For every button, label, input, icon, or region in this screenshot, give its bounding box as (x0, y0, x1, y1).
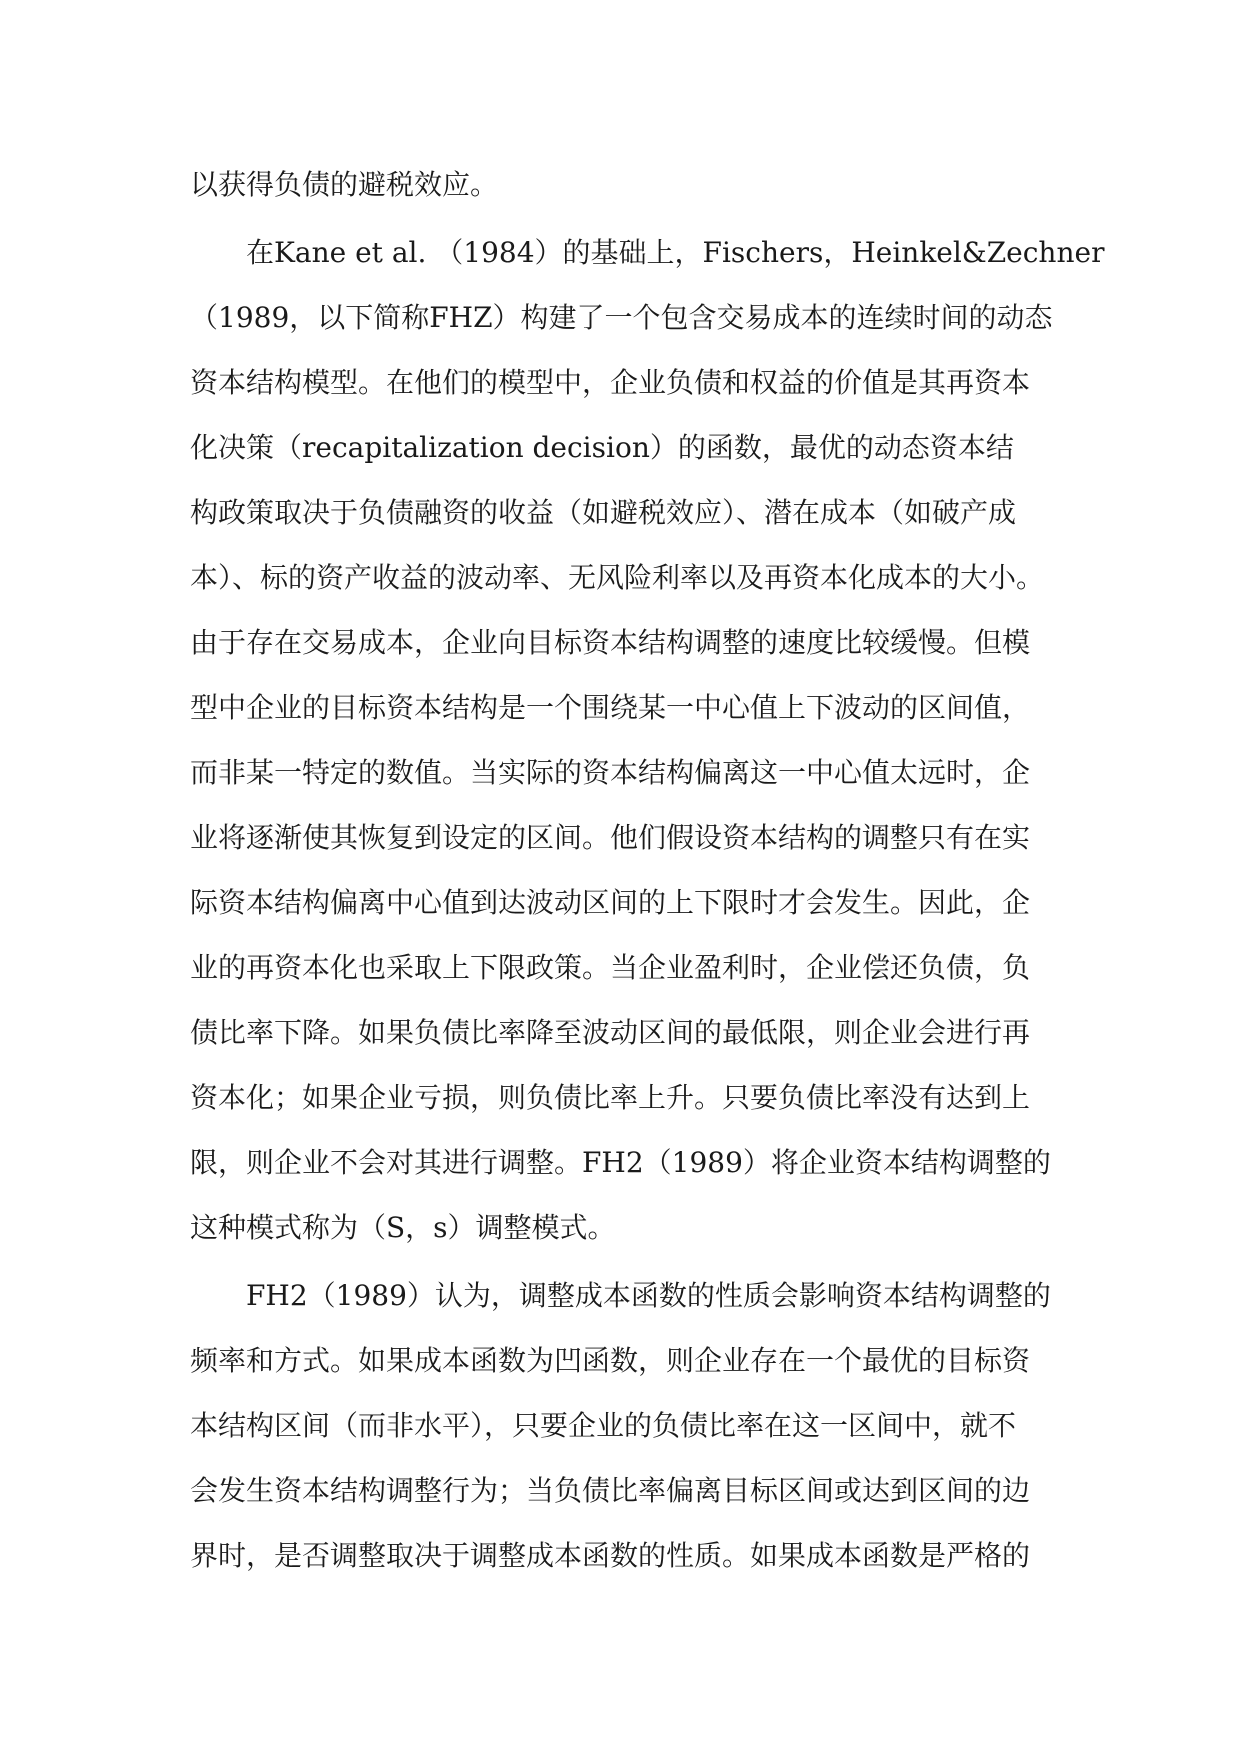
text-line: 以获得负债的避税效应。 (190, 168, 499, 201)
text-line: 而非某一特定的数值。当实际的资本结构偏离这一中心值太远时，企 (190, 756, 1031, 789)
text-line: FH2（1989）认为，调整成本函数的性质会影响资本结构调整的 (246, 1279, 1051, 1312)
body-text (190, 152, 1105, 1588)
text-line: 限，则企业不会对其进行调整。FH2（1989）将企业资本结构调整的 (190, 1146, 1051, 1179)
text-line: 化决策（recapitalization decision）的函数，最优的动态资本结 (190, 431, 1014, 464)
text-line: 资本结构模型。在他们的模型中，企业负债和权益的价值是其再资本 (190, 366, 1031, 399)
text-line: 在Kane et al. （1984）的基础上，Fischers，Heinkel&Zechner (246, 236, 1105, 269)
text-line: 本结构区间（而非水平），只要企业的负债比率在这一区间中，就不 (190, 1409, 1017, 1442)
text-line: 型中企业的目标资本结构是一个围绕某一中心值上下波动的区间值， (190, 691, 1031, 724)
text-line: 业的再资本化也采取上下限政策。当企业盈利时，企业偿还负债，负 (190, 951, 1031, 984)
text-line: 频率和方式。如果成本函数为凹函数，则企业存在一个最优的目标资 (190, 1344, 1031, 1377)
text-line: 界时，是否调整取决于调整成本函数的性质。如果成本函数是严格的 (190, 1539, 1031, 1572)
text-line: 本）、标的资产收益的波动率、无风险利率以及再资本化成本的大小。 (190, 561, 1045, 594)
text-line: 会发生资本结构调整行为；当负债比率偏离目标区间或达到区间的边 (190, 1474, 1031, 1507)
text-line: （1989，以下简称FHZ）构建了一个包含交易成本的连续时间的动态 (190, 301, 1053, 334)
text-line: 构政策取决于负债融资的收益（如避税效应）、潜在成本（如破产成 (190, 496, 1017, 529)
text-line: 资本化；如果企业亏损，则负债比率上升。只要负债比率没有达到上 (190, 1081, 1031, 1114)
text-line: 际资本结构偏离中心值到达波动区间的上下限时才会发生。因此，企 (190, 886, 1031, 919)
text-line: 由于存在交易成本，企业向目标资本结构调整的速度比较缓慢。但模 (190, 626, 1031, 659)
text-line: 业将逐渐使其恢复到设定的区间。他们假设资本结构的调整只有在实 (190, 821, 1031, 854)
text-line: 这种模式称为（S，s）调整模式。 (190, 1211, 616, 1244)
text-line: 债比率下降。如果负债比率降至波动区间的最低限，则企业会进行再 (190, 1016, 1031, 1049)
